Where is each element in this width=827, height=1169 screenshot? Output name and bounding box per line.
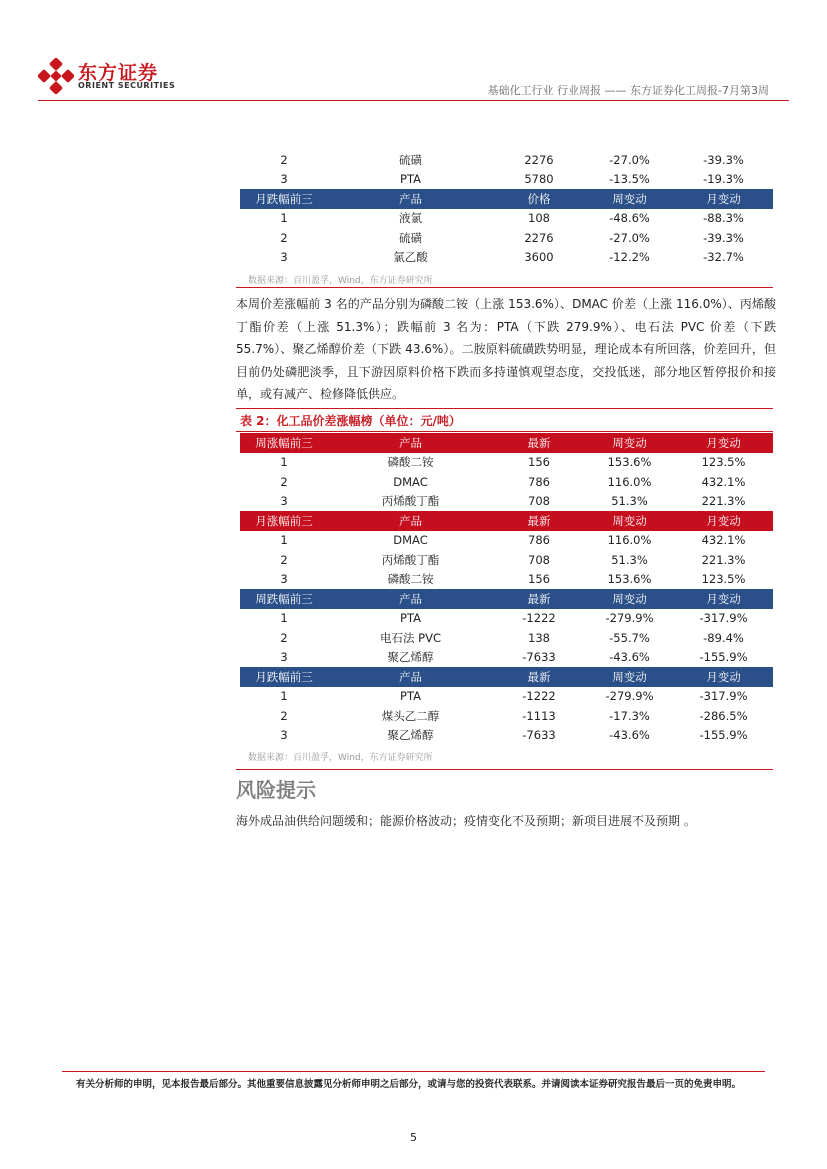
- report-header-title: 基础化工行业 行业周报 —— 东方证券化工周报-7月第3周: [487, 84, 769, 97]
- table-row: [240, 228, 773, 248]
- table2-title: 表 2：化工品价差涨幅榜（单位：元/吨）: [240, 414, 461, 428]
- table-header-row: [240, 589, 773, 609]
- value-cell: -7633: [522, 650, 556, 665]
- table-row: [240, 150, 773, 170]
- week-change-cell: -13.5%: [609, 172, 650, 187]
- week-change-cell: -279.9%: [605, 689, 654, 704]
- product-cell: PTA: [400, 689, 421, 704]
- rank-cell: 3: [280, 572, 288, 587]
- rank-cell: 1: [280, 689, 288, 704]
- rank-cell: 1: [280, 533, 288, 548]
- week-change-cell: -48.6%: [609, 211, 650, 226]
- table-row: [240, 453, 773, 473]
- rank-cell: 3: [280, 728, 288, 743]
- product-cell: 磷酸二铵: [387, 455, 434, 470]
- rank-cell: 3: [280, 650, 288, 665]
- header-cell: 月变动: [674, 589, 773, 609]
- header-cell: 月变动: [674, 189, 773, 209]
- table-row: [240, 248, 773, 268]
- table-header-row: [240, 667, 773, 687]
- header-cell: 产品: [328, 511, 493, 531]
- product-cell: 煤头乙二醇: [381, 708, 440, 723]
- week-change-cell: -55.7%: [609, 630, 650, 645]
- value-cell: 2276: [524, 230, 554, 245]
- week-change-cell: 51.3%: [611, 494, 648, 509]
- table-row: [240, 531, 773, 551]
- month-change-cell: -155.9%: [699, 728, 748, 743]
- value-cell: 786: [528, 533, 550, 548]
- header-cell: 周变动: [585, 589, 674, 609]
- month-change-cell: 123.5%: [701, 572, 746, 587]
- month-change-cell: 123.5%: [701, 455, 746, 470]
- month-change-cell: -89.4%: [703, 630, 744, 645]
- table-row: [240, 648, 773, 668]
- table-row: [240, 706, 773, 726]
- week-change-cell: -279.9%: [605, 611, 654, 626]
- rank-cell: 1: [280, 211, 288, 226]
- header-cell: 产品: [328, 589, 493, 609]
- rank-cell: 2: [280, 474, 288, 489]
- product-cell: DMAC: [393, 533, 428, 548]
- value-cell: -7633: [522, 728, 556, 743]
- week-change-cell: -27.0%: [609, 230, 650, 245]
- product-cell: 硫磺: [399, 152, 422, 167]
- page-number: 5: [410, 1131, 417, 1144]
- table-row: [240, 170, 773, 190]
- table2-source-note: 数据来源：百川盈孚，Wind，东方证券研究所: [248, 753, 433, 763]
- header-cell: 月变动: [674, 667, 773, 687]
- month-change-cell: 432.1%: [701, 533, 746, 548]
- table1-bottom-divider: [236, 287, 773, 288]
- table-row: [240, 209, 773, 229]
- value-cell: 156: [528, 572, 550, 587]
- product-cell: 液氯: [399, 211, 422, 226]
- header-divider: [38, 100, 789, 101]
- header-cell: 月变动: [674, 433, 773, 453]
- product-cell: 聚乙烯醇: [387, 728, 434, 743]
- header-cell: 周变动: [585, 189, 674, 209]
- logo-english-name: ORIENT SECURITIES: [78, 81, 176, 90]
- month-change-cell: -39.3%: [703, 152, 744, 167]
- week-change-cell: 116.0%: [607, 533, 652, 548]
- month-change-cell: -317.9%: [699, 689, 748, 704]
- week-change-cell: 51.3%: [611, 552, 648, 567]
- table-row: [240, 609, 773, 629]
- product-cell: PTA: [400, 172, 421, 187]
- table2-title-divider: [236, 431, 773, 432]
- week-change-cell: -43.6%: [609, 650, 650, 665]
- month-change-cell: -19.3%: [703, 172, 744, 187]
- logo-mark-icon: [38, 58, 74, 94]
- value-cell: 108: [528, 211, 550, 226]
- week-change-cell: -27.0%: [609, 152, 650, 167]
- product-cell: 硫磺: [399, 230, 422, 245]
- header-cell: 最新: [493, 433, 585, 453]
- rank-cell: 3: [280, 172, 288, 187]
- header-cell: 最新: [493, 511, 585, 531]
- company-logo: [38, 56, 178, 96]
- week-change-cell: -17.3%: [609, 708, 650, 723]
- rank-cell: 2: [280, 152, 288, 167]
- header-cell: 价格: [493, 189, 585, 209]
- product-cell: 聚乙烯醇: [387, 650, 434, 665]
- value-cell: 3600: [524, 250, 554, 265]
- product-cell: 磷酸二铵: [387, 572, 434, 587]
- header-cell: 月涨幅前三: [240, 511, 328, 531]
- product-cell: 氯乙酸: [393, 250, 428, 265]
- rank-cell: 1: [280, 611, 288, 626]
- table-row: [240, 687, 773, 707]
- value-cell: 708: [528, 552, 550, 567]
- value-cell: 156: [528, 455, 550, 470]
- table-row: [240, 726, 773, 746]
- value-cell: -1222: [522, 689, 556, 704]
- header-cell: 产品: [328, 433, 493, 453]
- header-cell: 周涨幅前三: [240, 433, 328, 453]
- product-cell: PTA: [400, 611, 421, 626]
- month-change-cell: 221.3%: [701, 552, 746, 567]
- value-cell: 138: [528, 630, 550, 645]
- table-header-row: [240, 511, 773, 531]
- month-change-cell: 432.1%: [701, 474, 746, 489]
- footer-disclaimer: 有关分析师的申明，见本报告最后部分。其他重要信息披露见分析师申明之后部分，或请与您的投资代表联系。并请阅读本证券研究报告最后一页的免责申明。: [76, 1079, 742, 1090]
- value-cell: -1113: [522, 708, 556, 723]
- table-header-row: [240, 189, 773, 209]
- table-row: [240, 550, 773, 570]
- value-cell: 708: [528, 494, 550, 509]
- table2-top-divider: [236, 408, 773, 409]
- header-cell: 周变动: [585, 511, 674, 531]
- header-cell: 周变动: [585, 433, 674, 453]
- month-change-cell: 221.3%: [701, 494, 746, 509]
- header-cell: 最新: [493, 589, 585, 609]
- header-cell: 月跌幅前三: [240, 189, 328, 209]
- rank-cell: 2: [280, 552, 288, 567]
- week-change-cell: 116.0%: [607, 474, 652, 489]
- month-change-cell: -88.3%: [703, 211, 744, 226]
- week-change-cell: 153.6%: [607, 572, 652, 587]
- table-row: [240, 570, 773, 590]
- table2-bottom-divider: [236, 769, 773, 770]
- value-cell: 786: [528, 474, 550, 489]
- month-change-cell: -286.5%: [699, 708, 748, 723]
- month-change-cell: -155.9%: [699, 650, 748, 665]
- value-cell: -1222: [522, 611, 556, 626]
- header-cell: 产品: [328, 667, 493, 687]
- rank-cell: 3: [280, 494, 288, 509]
- rank-cell: 3: [280, 250, 288, 265]
- table-row: [240, 472, 773, 492]
- header-cell: 月跌幅前三: [240, 667, 328, 687]
- month-change-cell: -39.3%: [703, 230, 744, 245]
- table1-source-note: 数据来源：百川盈孚，Wind，东方证券研究所: [248, 276, 433, 286]
- table-row: [240, 628, 773, 648]
- product-cell: 丙烯酸丁酯: [381, 494, 440, 509]
- month-change-cell: -32.7%: [703, 250, 744, 265]
- month-change-cell: -317.9%: [699, 611, 748, 626]
- logo-chinese-name: 东方证券: [78, 62, 159, 84]
- header-cell: 产品: [328, 189, 493, 209]
- header-cell: 最新: [493, 667, 585, 687]
- spread-ranking-table: [240, 433, 773, 745]
- product-cell: 丙烯酸丁酯: [381, 552, 440, 567]
- risk-section-text: 海外成品油供给问题缓和；能源价格波动；疫情变化不及预期；新项目进展不及预期 。: [236, 814, 696, 828]
- table-row: [240, 492, 773, 512]
- value-cell: 2276: [524, 152, 554, 167]
- price-ranking-table-continued: [240, 150, 773, 267]
- header-cell: 周跌幅前三: [240, 589, 328, 609]
- spread-summary-paragraph: 本周价差涨幅前 3 名的产品分别为磷酸二铵（上涨 153.6%）、DMAC 价差（上涨 116.0%）、丙烯酸丁酯价差（上涨 51.3%）；跌幅前 3 名为：PTA（下跌 279.9%）、电石法 PVC 价差（下跌 55.7%）、聚乙烯醇价差（下跌 43.6%）。二胺原料硫磺跌势明显，理论成本有所回落，价差回升，但目前仍处磷肥淡季，且下游因原料价格下跌而多持谨慎观望态度，交投低迷，部分地区暂停报价和接单，或有减产、检修降低供应。: [236, 297, 776, 401]
- header-cell: 月变动: [674, 511, 773, 531]
- week-change-cell: 153.6%: [607, 455, 652, 470]
- week-change-cell: -43.6%: [609, 728, 650, 743]
- rank-cell: 2: [280, 708, 288, 723]
- rank-cell: 2: [280, 630, 288, 645]
- product-cell: 电石法 PVC: [380, 630, 441, 645]
- rank-cell: 2: [280, 230, 288, 245]
- table-header-row: [240, 433, 773, 453]
- rank-cell: 1: [280, 455, 288, 470]
- footer-divider: [62, 1071, 765, 1072]
- risk-section-title: 风险提示: [236, 778, 316, 802]
- product-cell: DMAC: [393, 474, 428, 489]
- value-cell: 5780: [524, 172, 554, 187]
- week-change-cell: -12.2%: [609, 250, 650, 265]
- header-cell: 周变动: [585, 667, 674, 687]
